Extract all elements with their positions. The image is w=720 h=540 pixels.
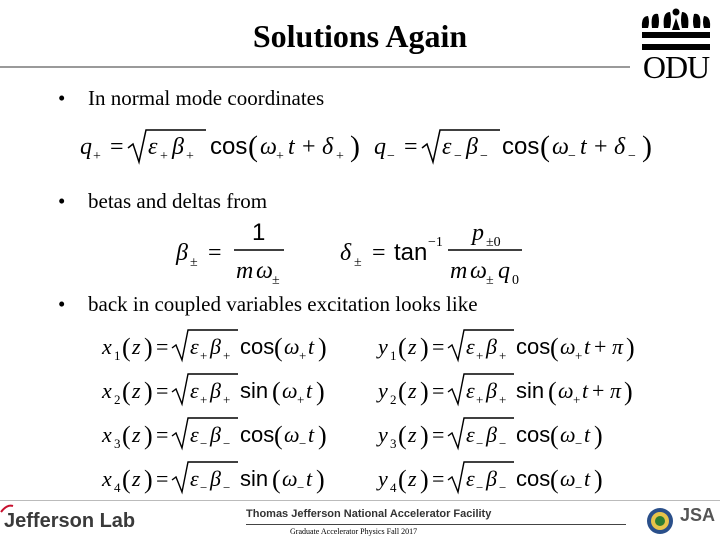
svg-text:): ) (144, 465, 153, 494)
svg-text:ω: ω (282, 466, 298, 491)
svg-text:t: t (306, 378, 313, 403)
svg-text:): ) (624, 377, 633, 406)
svg-text:z: z (132, 466, 141, 491)
svg-text:=: = (372, 240, 386, 266)
equation-y2 (376, 374, 633, 407)
svg-text:β: β (210, 378, 221, 403)
svg-text:(: ( (272, 465, 281, 494)
svg-text:y: y (378, 466, 388, 491)
svg-text:β: β (486, 466, 497, 491)
svg-text:z: z (408, 466, 417, 491)
svg-text:): ) (642, 130, 652, 163)
svg-text:−: − (200, 480, 208, 495)
svg-text:(: ( (122, 377, 131, 406)
svg-text:=: = (404, 134, 418, 160)
svg-text:+: + (223, 348, 231, 363)
svg-text:−: − (480, 149, 488, 164)
svg-text:(: ( (122, 465, 131, 494)
svg-text:x: x (102, 334, 112, 359)
svg-text:±: ± (486, 273, 494, 288)
svg-text:β: β (486, 378, 497, 403)
equation-q-modes (76, 124, 656, 168)
svg-text:ω: ω (256, 258, 273, 284)
svg-text:2: 2 (390, 392, 397, 407)
svg-text:z: z (408, 422, 417, 447)
svg-text:(: ( (398, 465, 407, 494)
svg-text:=: = (156, 422, 169, 447)
svg-text:+: + (223, 392, 231, 407)
svg-text:ε: ε (190, 466, 199, 491)
svg-text:x: x (102, 422, 112, 447)
svg-text:): ) (420, 377, 429, 406)
bullet-dot: • (58, 86, 66, 110)
svg-text:β: β (210, 466, 221, 491)
svg-text:cos: cos (210, 133, 248, 160)
svg-text:z: z (408, 334, 417, 359)
svg-text:+: + (200, 392, 208, 407)
svg-text:=: = (208, 240, 222, 266)
svg-text:=: = (432, 422, 445, 447)
svg-text:ω: ω (560, 466, 576, 491)
equation-y4 (376, 462, 603, 495)
svg-text:δ: δ (322, 134, 334, 160)
bullet-normal-mode (58, 86, 324, 111)
bullet-dot: • (58, 292, 66, 316)
svg-text:ε: ε (466, 334, 475, 359)
svg-text:±0: ±0 (486, 235, 501, 250)
svg-text:z: z (408, 378, 417, 403)
svg-text:t: t (308, 422, 315, 447)
svg-text:+: + (299, 348, 307, 363)
svg-text:(: ( (248, 130, 258, 163)
equation-y3 (376, 418, 603, 451)
svg-text:+: + (594, 334, 607, 359)
svg-text:): ) (420, 465, 429, 494)
svg-text:−: − (499, 436, 507, 451)
svg-text:): ) (144, 333, 153, 362)
svg-text:ε: ε (466, 378, 475, 403)
svg-text:): ) (420, 421, 429, 450)
svg-text:−: − (200, 436, 208, 451)
svg-text:β: β (172, 134, 184, 160)
bullet-text: back in coupled variables excitation looks like (88, 292, 478, 316)
svg-text:+: + (160, 149, 168, 164)
svg-text:q: q (80, 134, 92, 160)
svg-text:ω: ω (284, 334, 300, 359)
svg-text:1: 1 (114, 348, 121, 363)
svg-text:tan: tan (394, 239, 428, 266)
svg-text:): ) (316, 377, 325, 406)
footer-divider (0, 500, 720, 501)
svg-text:): ) (350, 130, 360, 163)
svg-text:ω: ω (552, 134, 569, 160)
svg-text:cos: cos (516, 422, 551, 447)
svg-text:−: − (297, 480, 305, 495)
svg-text:−: − (575, 480, 583, 495)
svg-text:y: y (378, 422, 388, 447)
crown-icon (640, 8, 712, 42)
svg-text:t: t (582, 378, 589, 403)
svg-text:β: β (486, 422, 497, 447)
svg-text:(: ( (550, 333, 559, 362)
svg-text:±: ± (190, 255, 198, 270)
svg-text:1: 1 (390, 348, 397, 363)
svg-text:−: − (628, 149, 636, 164)
svg-text:1: 1 (252, 219, 266, 246)
svg-text:q: q (374, 134, 386, 160)
svg-text:−1: −1 (428, 235, 443, 250)
svg-text:(: ( (548, 377, 557, 406)
svg-text:−: − (223, 480, 231, 495)
svg-text:+: + (200, 348, 208, 363)
svg-text:=: = (432, 378, 445, 403)
svg-text:2: 2 (114, 392, 121, 407)
svg-text:q: q (498, 258, 510, 284)
svg-text:±: ± (272, 273, 280, 288)
svg-text:z: z (132, 334, 141, 359)
svg-text:ε: ε (190, 378, 199, 403)
bullet-coupled-variables (58, 292, 478, 317)
svg-text:sin: sin (240, 378, 269, 403)
svg-text:β: β (210, 422, 221, 447)
svg-text:(: ( (122, 333, 131, 362)
facility-name: Thomas Jefferson National Accelerator Facility (246, 508, 492, 520)
svg-text:+: + (592, 378, 605, 403)
svg-text:ε: ε (190, 422, 199, 447)
svg-text:−: − (454, 149, 462, 164)
svg-text:t: t (584, 422, 591, 447)
slide-title: Solutions Again (252, 18, 468, 54)
svg-text:β: β (486, 334, 497, 359)
svg-text:+: + (186, 149, 194, 164)
svg-text:(: ( (550, 421, 559, 450)
svg-text:(: ( (274, 421, 283, 450)
svg-text:−: − (568, 149, 576, 164)
jefferson-lab-logo: Jefferson Lab (4, 510, 136, 532)
equation-beta-delta (172, 216, 542, 288)
svg-text:+: + (93, 149, 101, 164)
equation-y1 (376, 330, 635, 363)
svg-text:±: ± (354, 255, 362, 270)
svg-text:3: 3 (390, 436, 397, 451)
svg-text:β: β (176, 240, 188, 266)
course-label: Graduate Accelerator Physics Fall 2017 (290, 527, 418, 536)
svg-text:t: t (580, 134, 587, 160)
svg-text:ε: ε (466, 466, 475, 491)
svg-text:0: 0 (512, 273, 519, 288)
svg-text:t: t (288, 134, 295, 160)
svg-text:+: + (297, 392, 305, 407)
svg-text:+: + (594, 134, 608, 160)
svg-text:): ) (594, 421, 603, 450)
svg-text:ε: ε (442, 134, 452, 160)
svg-text:(: ( (540, 130, 550, 163)
svg-text:y: y (378, 334, 388, 359)
svg-text:x: x (102, 466, 112, 491)
svg-text:x: x (102, 378, 112, 403)
svg-text:cos: cos (240, 334, 275, 359)
svg-text:sin: sin (240, 466, 269, 491)
svg-text:ω: ω (282, 378, 298, 403)
svg-text:4: 4 (390, 480, 397, 495)
svg-text:(: ( (550, 465, 559, 494)
svg-text:cos: cos (516, 466, 551, 491)
svg-text:−: − (499, 480, 507, 495)
svg-text:cos: cos (240, 422, 275, 447)
svg-text:sin: sin (516, 378, 545, 403)
svg-text:+: + (573, 392, 581, 407)
svg-text:): ) (318, 421, 327, 450)
svg-text:=: = (156, 466, 169, 491)
title-divider (0, 66, 630, 68)
svg-text:): ) (144, 377, 153, 406)
svg-text:m: m (450, 258, 468, 284)
svg-text:+: + (499, 392, 507, 407)
svg-text:ε: ε (190, 334, 199, 359)
odu-logo (638, 6, 714, 84)
svg-text:t: t (584, 466, 591, 491)
doe-seal-icon (646, 507, 674, 535)
svg-text:(: ( (272, 377, 281, 406)
svg-text:ω: ω (560, 422, 576, 447)
svg-text:(: ( (398, 421, 407, 450)
svg-text:−: − (223, 436, 231, 451)
svg-text:t: t (306, 466, 313, 491)
svg-text:): ) (318, 333, 327, 362)
svg-text:π: π (612, 334, 624, 359)
svg-text:ω: ω (284, 422, 300, 447)
svg-text:=: = (432, 466, 445, 491)
svg-text:cos: cos (502, 133, 540, 160)
svg-text:t: t (308, 334, 315, 359)
bullet-dot: • (58, 189, 66, 213)
svg-text:δ: δ (340, 240, 352, 266)
svg-text:z: z (132, 378, 141, 403)
svg-text:+: + (302, 134, 316, 160)
svg-text:ε: ε (466, 422, 475, 447)
svg-text:): ) (316, 465, 325, 494)
svg-text:): ) (626, 333, 635, 362)
equation-coupled-grid (96, 326, 656, 498)
svg-text:ω: ω (470, 258, 487, 284)
svg-text:β: β (210, 334, 221, 359)
svg-text:ω: ω (260, 134, 277, 160)
svg-text:ε: ε (148, 134, 158, 160)
svg-text:p: p (472, 220, 484, 246)
svg-text:(: ( (122, 421, 131, 450)
svg-text:+: + (336, 149, 344, 164)
svg-text:+: + (575, 348, 583, 363)
svg-text:m: m (236, 258, 254, 284)
equation-x2 (101, 374, 325, 407)
svg-text:=: = (156, 378, 169, 403)
svg-text:=: = (432, 334, 445, 359)
facility-divider (246, 524, 626, 525)
bullet-text: betas and deltas from (88, 189, 268, 213)
svg-text:−: − (476, 436, 484, 451)
svg-text:): ) (420, 333, 429, 362)
bullet-text: In normal mode coordinates (88, 86, 325, 110)
svg-text:+: + (476, 392, 484, 407)
equation-x3 (101, 418, 327, 451)
svg-text:ω: ω (560, 334, 576, 359)
svg-text:z: z (132, 422, 141, 447)
svg-text:+: + (499, 348, 507, 363)
svg-text:(: ( (398, 333, 407, 362)
svg-text:3: 3 (114, 436, 121, 451)
equation-x1 (101, 330, 327, 363)
svg-text:−: − (387, 149, 395, 164)
bullet-betas-deltas (58, 189, 267, 214)
jsa-logo: JSA (680, 505, 716, 525)
svg-text:t: t (584, 334, 591, 359)
svg-text:4: 4 (114, 480, 121, 495)
svg-text:(: ( (274, 333, 283, 362)
svg-text:δ: δ (614, 134, 626, 160)
svg-text:+: + (276, 149, 284, 164)
logo-wordmark: ODU (642, 49, 710, 85)
equation-x4 (101, 462, 325, 495)
svg-text:): ) (594, 465, 603, 494)
svg-text:y: y (378, 378, 388, 403)
svg-text:β: β (466, 134, 478, 160)
svg-text:+: + (476, 348, 484, 363)
svg-text:(: ( (398, 377, 407, 406)
svg-text:cos: cos (516, 334, 551, 359)
svg-text:=: = (110, 134, 124, 160)
svg-text:−: − (575, 436, 583, 451)
svg-text:=: = (156, 334, 169, 359)
svg-text:π: π (610, 378, 622, 403)
svg-text:−: − (299, 436, 307, 451)
svg-text:): ) (144, 421, 153, 450)
svg-text:−: − (476, 480, 484, 495)
svg-text:ω: ω (558, 378, 574, 403)
